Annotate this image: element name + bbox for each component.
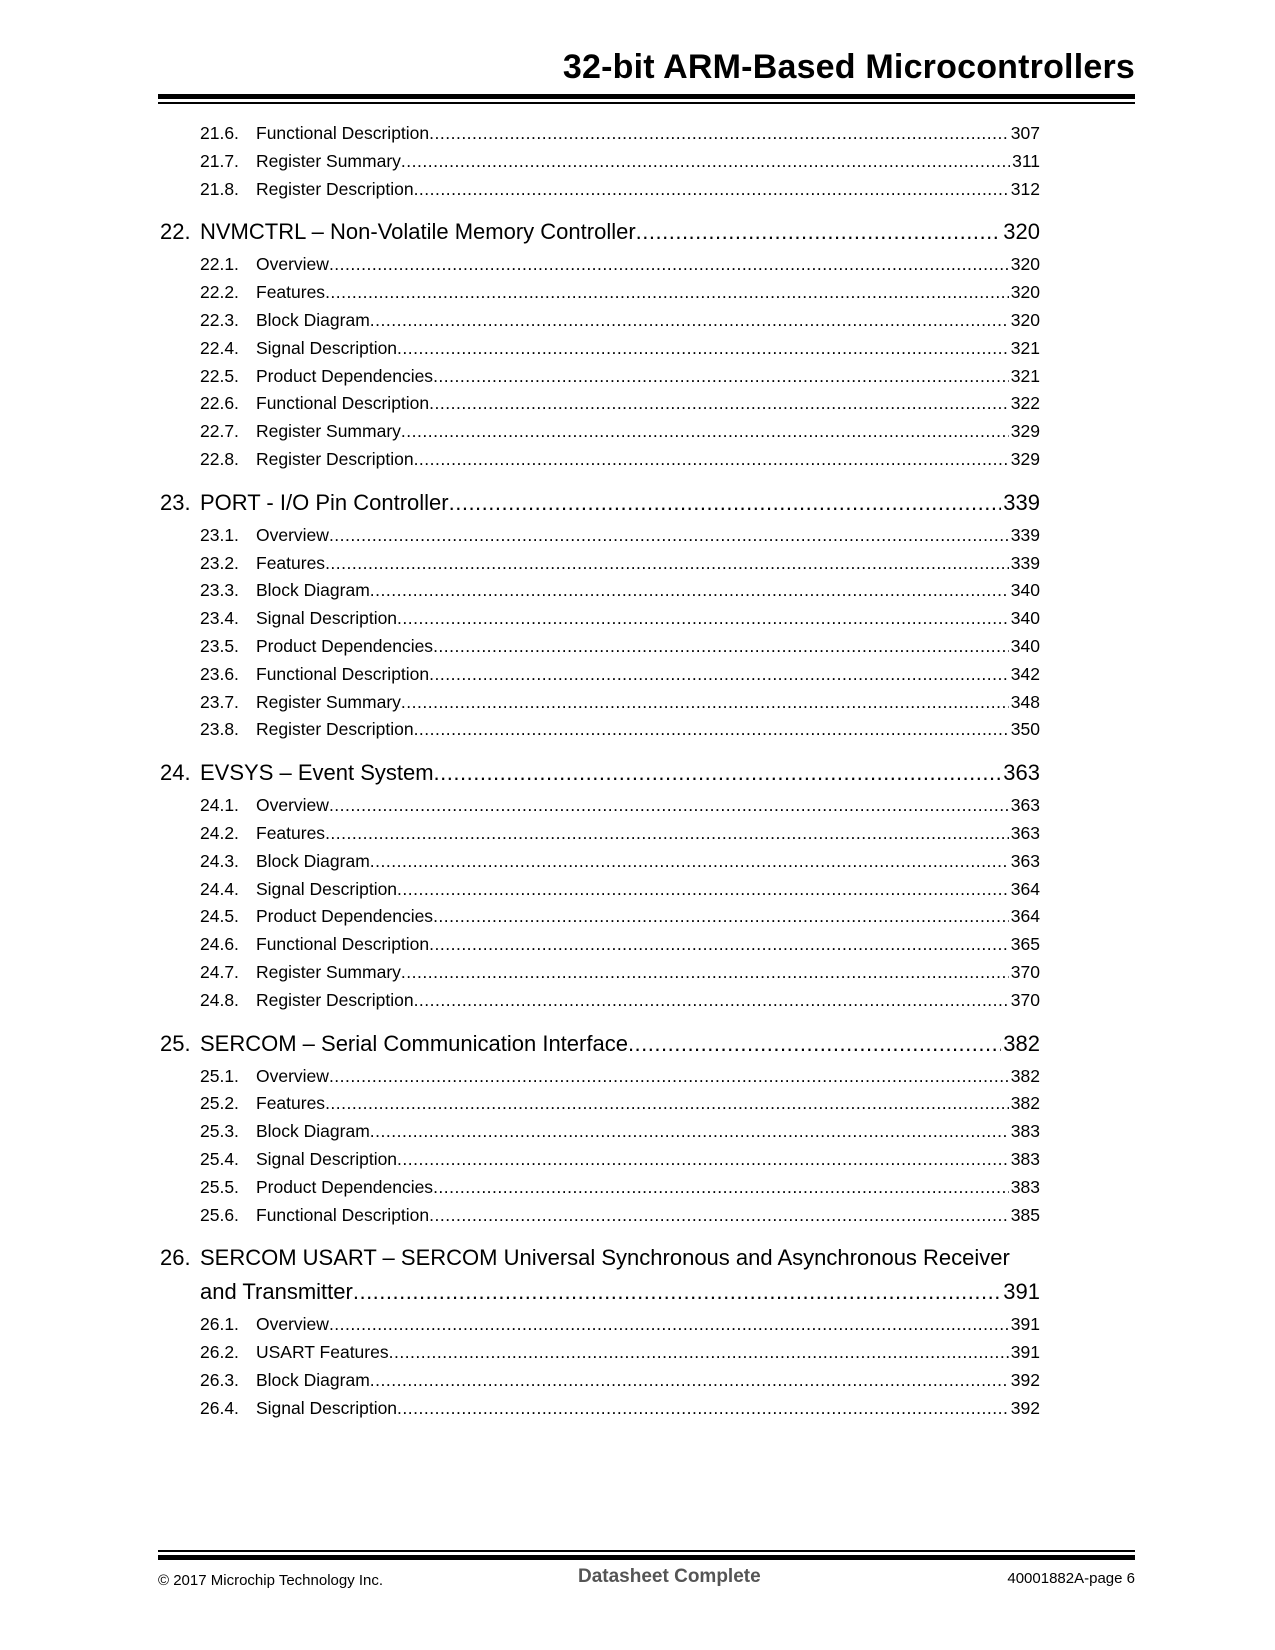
toc-leader-dots xyxy=(389,1339,1009,1367)
toc-section-entry[interactable] xyxy=(160,792,1040,820)
toc-section-entry[interactable] xyxy=(160,661,1040,689)
toc-section-number: 21.7. xyxy=(200,150,239,171)
toc-leader-dots xyxy=(449,486,1002,520)
toc-page-number: 321 xyxy=(1010,365,1040,386)
toc-section-title: Register Description xyxy=(256,178,414,199)
toc-section-number: 25.4. xyxy=(200,1148,239,1169)
toc-page-number: 365 xyxy=(1010,934,1040,955)
toc-section-number: 23.7. xyxy=(200,691,239,712)
toc-section-number: 22.3. xyxy=(200,309,239,330)
toc-section-entry[interactable] xyxy=(160,1146,1040,1174)
toc-page-number: 340 xyxy=(1010,635,1040,656)
toc-section-entry[interactable] xyxy=(160,550,1040,578)
toc-leader-dots xyxy=(353,1275,1001,1309)
toc-section-number: 26.1. xyxy=(200,1314,239,1335)
toc-leader-dots xyxy=(433,903,1009,931)
header-rule-thin xyxy=(158,102,1135,104)
toc-leader-dots xyxy=(414,987,1009,1015)
toc-section-entry[interactable] xyxy=(160,848,1040,876)
toc-section-number: 23.6. xyxy=(200,663,239,684)
toc-section-number: 23.3. xyxy=(200,580,239,601)
toc-page-number: 340 xyxy=(1010,580,1040,601)
toc-section-entry[interactable] xyxy=(160,307,1040,335)
toc-section-number: 23.1. xyxy=(200,524,239,545)
toc-section-entry[interactable] xyxy=(160,1202,1040,1230)
toc-section-title: Signal Description xyxy=(256,1397,398,1418)
toc-page-number: 350 xyxy=(1010,719,1040,740)
toc-section-number: 21.6. xyxy=(200,123,239,143)
toc-section-title: Block Diagram xyxy=(256,580,370,601)
toc-section-entry[interactable] xyxy=(160,1063,1040,1091)
toc-page-number: 363 xyxy=(1003,760,1040,786)
toc-page-number: 363 xyxy=(1010,795,1040,816)
toc-section-title: Block Diagram xyxy=(256,1121,370,1142)
toc-section-entry[interactable] xyxy=(160,1339,1040,1367)
toc-page-number: 320 xyxy=(1010,254,1040,275)
toc-page-number: 363 xyxy=(1010,822,1040,843)
page-footer xyxy=(158,1566,1135,1596)
toc-section-entry[interactable] xyxy=(160,1311,1040,1339)
toc-leader-dots xyxy=(370,848,1009,876)
toc-chapter-number: 23. xyxy=(160,489,191,515)
toc-section-title: Register Summary xyxy=(256,421,401,442)
table-of-contents xyxy=(160,120,1040,1422)
toc-section-title: Functional Description xyxy=(256,663,430,684)
toc-section-entry[interactable] xyxy=(160,522,1040,550)
toc-section-title: Overview xyxy=(256,1065,329,1086)
toc-section-title: Product Dependencies xyxy=(256,635,434,656)
toc-page-number: 383 xyxy=(1010,1176,1040,1197)
toc-leader-dots xyxy=(329,1063,1009,1091)
toc-section-entry[interactable] xyxy=(160,931,1040,959)
toc-section-title: Register Summary xyxy=(256,691,401,712)
toc-leader-dots xyxy=(329,251,1009,279)
toc-chapter-number: 25. xyxy=(160,1030,191,1056)
toc-section-number: 24.3. xyxy=(200,850,239,871)
toc-section-number: 24.7. xyxy=(200,961,239,982)
toc-section-title: Overview xyxy=(256,795,329,816)
toc-chapter-title: PORT - I/O Pin Controller xyxy=(200,489,449,515)
toc-leader-dots xyxy=(397,1146,1009,1174)
toc-section-title: Features xyxy=(256,1093,326,1114)
toc-leader-dots xyxy=(397,605,1009,633)
toc-page-number: 339 xyxy=(1010,524,1040,545)
toc-section-number: 24.5. xyxy=(200,906,239,927)
toc-leader-dots xyxy=(370,1118,1009,1146)
toc-section-number: 23.2. xyxy=(200,552,239,573)
toc-section-entry[interactable] xyxy=(160,176,1040,204)
toc-leader-dots xyxy=(433,1174,1009,1202)
toc-section-title: Signal Description xyxy=(256,1148,398,1169)
toc-section-entry[interactable] xyxy=(160,605,1040,633)
toc-section-title: Register Summary xyxy=(256,150,401,171)
toc-page-number: 363 xyxy=(1010,850,1040,871)
toc-section-number: 24.2. xyxy=(200,822,239,843)
toc-section-title: Features xyxy=(256,552,326,573)
toc-leader-dots xyxy=(433,633,1009,661)
toc-section-entry[interactable] xyxy=(160,390,1040,418)
toc-leader-dots xyxy=(414,176,1009,204)
toc-chapter-entry[interactable] xyxy=(160,486,1040,520)
toc-leader-dots xyxy=(325,279,1009,307)
toc-leader-dots xyxy=(429,931,1009,959)
toc-section-title: Signal Description xyxy=(256,878,398,899)
toc-section-number: 25.2. xyxy=(200,1093,239,1114)
toc-section-entry[interactable] xyxy=(160,1174,1040,1202)
footer-rule-thick xyxy=(158,1555,1135,1560)
toc-leader-dots xyxy=(329,522,1009,550)
toc-section-number: 24.6. xyxy=(200,934,239,955)
toc-section-entry[interactable] xyxy=(160,577,1040,605)
toc-section-title: Product Dependencies xyxy=(256,365,434,386)
toc-section-number: 25.3. xyxy=(200,1121,239,1142)
toc-page-number: 348 xyxy=(1010,691,1040,712)
toc-section-number: 25.5. xyxy=(200,1176,239,1197)
toc-page-number: 320 xyxy=(1003,219,1040,245)
toc-section-title: USART Features xyxy=(256,1342,389,1363)
toc-section-entry[interactable] xyxy=(160,1395,1040,1423)
toc-page-number: 311 xyxy=(1012,150,1040,171)
toc-page-number: 329 xyxy=(1010,448,1040,469)
toc-section-title: Overview xyxy=(256,524,329,545)
toc-section-title: Functional Description xyxy=(256,934,430,955)
toc-section-entry[interactable] xyxy=(160,820,1040,848)
toc-leader-dots xyxy=(401,959,1009,987)
toc-section-number: 26.2. xyxy=(200,1342,239,1363)
toc-leader-dots xyxy=(370,577,1009,605)
toc-leader-dots xyxy=(429,661,1009,689)
toc-section-number: 21.8. xyxy=(200,178,239,199)
toc-section-number: 22.2. xyxy=(200,282,239,303)
toc-section-entry[interactable] xyxy=(160,335,1040,363)
toc-section-title: Functional Description xyxy=(256,1204,430,1225)
toc-leader-dots xyxy=(397,876,1009,904)
toc-section-title: Features xyxy=(256,822,326,843)
toc-leader-dots xyxy=(370,1367,1009,1395)
toc-page-number: 385 xyxy=(1010,1204,1040,1225)
toc-section-entry[interactable] xyxy=(160,716,1040,744)
toc-chapter-title-continued: and Transmitter xyxy=(200,1279,353,1305)
footer-copyright: © 2017 Microchip Technology Inc. xyxy=(158,1572,384,1589)
toc-section-number: 23.5. xyxy=(200,635,239,656)
toc-page-number: 392 xyxy=(1010,1397,1040,1418)
toc-page-number: 364 xyxy=(1010,878,1040,899)
toc-page-number: 321 xyxy=(1010,337,1040,358)
toc-leader-dots xyxy=(628,1027,1001,1061)
toc-page-number: 320 xyxy=(1010,282,1040,303)
toc-section-title: Register Summary xyxy=(256,961,401,982)
toc-leader-dots xyxy=(434,756,1002,790)
toc-chapter-number: 26. xyxy=(160,1245,191,1271)
toc-page-number: 364 xyxy=(1010,906,1040,927)
toc-section-number: 23.4. xyxy=(200,608,239,629)
toc-section-title: Functional Description xyxy=(256,123,430,143)
toc-section-entry[interactable] xyxy=(160,279,1040,307)
toc-section-number: 25.6. xyxy=(200,1204,239,1225)
toc-leader-dots xyxy=(329,1311,1009,1339)
toc-leader-dots xyxy=(325,820,1009,848)
toc-chapter-title: EVSYS – Event System xyxy=(200,760,434,786)
toc-chapter-entry[interactable] xyxy=(160,215,1040,249)
toc-leader-dots xyxy=(397,335,1009,363)
toc-section-title: Register Description xyxy=(256,448,414,469)
toc-section-number: 25.1. xyxy=(200,1065,239,1086)
footer-page-number: 40001882A-page 6 xyxy=(1007,1570,1135,1587)
footer-rule-thin xyxy=(158,1550,1135,1552)
toc-chapter-number: 24. xyxy=(160,760,191,786)
toc-page-number: 342 xyxy=(1010,663,1040,684)
toc-section-entry[interactable] xyxy=(160,148,1040,176)
toc-section-title: Signal Description xyxy=(256,608,398,629)
toc-chapter-entry[interactable] xyxy=(160,756,1040,790)
toc-section-number: 24.1. xyxy=(200,795,239,816)
toc-section-title: Functional Description xyxy=(256,393,430,414)
toc-leader-dots xyxy=(414,446,1009,474)
toc-page-number: 340 xyxy=(1010,608,1040,629)
toc-page-number: 312 xyxy=(1010,178,1040,199)
toc-leader-dots xyxy=(401,418,1009,446)
toc-section-title: Product Dependencies xyxy=(256,1176,434,1197)
toc-page-number: 391 xyxy=(1010,1314,1040,1335)
toc-page-number: 382 xyxy=(1010,1065,1040,1086)
toc-section-entry[interactable] xyxy=(160,633,1040,661)
toc-page-number: 320 xyxy=(1010,309,1040,330)
toc-section-entry[interactable] xyxy=(160,903,1040,931)
toc-section-entry[interactable] xyxy=(160,251,1040,279)
toc-page-number: 383 xyxy=(1010,1148,1040,1169)
toc-leader-dots xyxy=(401,148,1010,176)
toc-section-number: 22.5. xyxy=(200,365,239,386)
toc-section-entry[interactable] xyxy=(160,1367,1040,1395)
toc-section-entry[interactable] xyxy=(160,1118,1040,1146)
toc-section-number: 22.7. xyxy=(200,421,239,442)
toc-leader-dots xyxy=(325,1090,1009,1118)
toc-leader-dots xyxy=(370,307,1009,335)
toc-section-number: 22.4. xyxy=(200,337,239,358)
toc-section-title: Product Dependencies xyxy=(256,906,434,927)
header-rule-thick xyxy=(158,94,1135,99)
toc-page-number: 370 xyxy=(1010,961,1040,982)
toc-page-number: 382 xyxy=(1010,1093,1040,1114)
document-header-title: 32-bit ARM-Based Microcontrollers xyxy=(562,48,1135,86)
toc-section-number: 23.8. xyxy=(200,719,239,740)
toc-leader-dots xyxy=(429,120,1009,148)
toc-page-number: 392 xyxy=(1010,1369,1040,1390)
toc-section-entry[interactable] xyxy=(160,363,1040,391)
toc-section-entry[interactable] xyxy=(160,689,1040,717)
toc-page-number: 370 xyxy=(1010,989,1040,1010)
toc-page-number: 329 xyxy=(1010,421,1040,442)
toc-section-title: Register Description xyxy=(256,719,414,740)
toc-section-title: Register Description xyxy=(256,989,414,1010)
toc-chapter-number: 22. xyxy=(160,219,191,245)
toc-chapter-entry[interactable] xyxy=(160,1241,1040,1309)
toc-leader-dots xyxy=(325,550,1009,578)
toc-section-entry[interactable] xyxy=(160,1090,1040,1118)
toc-page-number: 339 xyxy=(1003,489,1040,515)
toc-section-number: 24.8. xyxy=(200,989,239,1010)
toc-section-title: Signal Description xyxy=(256,337,398,358)
toc-section-number: 22.1. xyxy=(200,254,239,275)
toc-section-entry[interactable] xyxy=(160,876,1040,904)
toc-section-entry[interactable] xyxy=(160,446,1040,474)
toc-page-number: 383 xyxy=(1010,1121,1040,1142)
toc-leader-dots xyxy=(429,390,1009,418)
toc-page-number: 391 xyxy=(1010,1342,1040,1363)
toc-chapter-title: SERCOM USART – SERCOM Universal Synchronous and Asynchronous Receiver xyxy=(200,1245,1010,1271)
toc-chapter-entry[interactable] xyxy=(160,1027,1040,1061)
footer-datasheet-label: Datasheet Complete xyxy=(578,1566,761,1587)
toc-leader-dots xyxy=(401,689,1009,717)
toc-page-number: 339 xyxy=(1010,552,1040,573)
toc-section-title: Block Diagram xyxy=(256,309,370,330)
toc-section-entry[interactable] xyxy=(160,959,1040,987)
toc-leader-dots xyxy=(429,1202,1009,1230)
toc-section-number: 26.3. xyxy=(200,1369,239,1390)
toc-section-title: Overview xyxy=(256,1314,329,1335)
toc-leader-dots xyxy=(433,363,1009,391)
toc-page-number: 382 xyxy=(1003,1030,1040,1056)
toc-section-entry[interactable] xyxy=(160,120,1040,148)
toc-chapter-title: SERCOM – Serial Communication Interface xyxy=(200,1030,628,1056)
toc-leader-dots xyxy=(636,215,1002,249)
toc-section-number: 22.8. xyxy=(200,448,239,469)
toc-leader-dots xyxy=(397,1395,1009,1423)
toc-page-number: 391 xyxy=(1003,1279,1040,1305)
toc-section-entry[interactable] xyxy=(160,418,1040,446)
toc-section-number: 24.4. xyxy=(200,878,239,899)
toc-chapter-title: NVMCTRL – Non-Volatile Memory Controller xyxy=(200,219,636,245)
toc-section-title: Block Diagram xyxy=(256,1369,370,1390)
toc-page-number: 307 xyxy=(1010,123,1040,143)
toc-section-title: Overview xyxy=(256,254,329,275)
toc-leader-dots xyxy=(414,716,1009,744)
toc-section-number: 22.6. xyxy=(200,393,239,414)
toc-leader-dots xyxy=(329,792,1009,820)
toc-page-number: 322 xyxy=(1010,393,1040,414)
toc-section-number: 26.4. xyxy=(200,1397,239,1418)
toc-section-title: Block Diagram xyxy=(256,850,370,871)
toc-section-entry[interactable] xyxy=(160,987,1040,1015)
toc-section-title: Features xyxy=(256,282,326,303)
